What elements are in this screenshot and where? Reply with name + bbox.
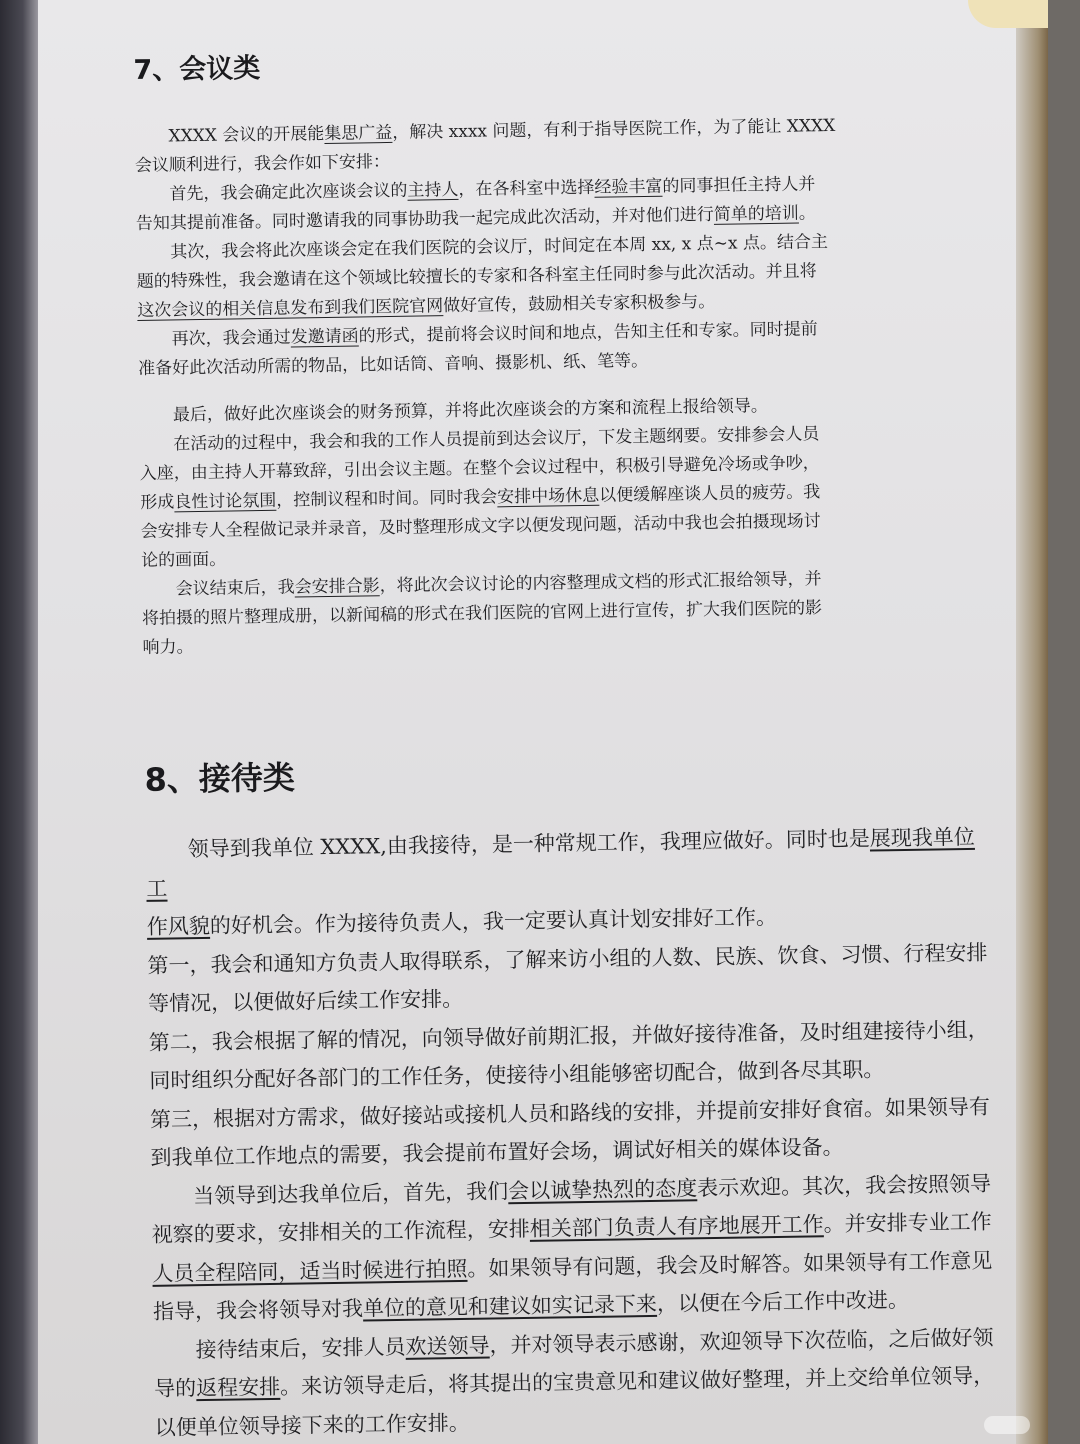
text-run: 做好宣传，鼓励相关专家积极参与。 bbox=[443, 291, 716, 317]
text-run: 的同事担任主持人并 bbox=[662, 174, 816, 197]
text-run: ，在各科室中选择 bbox=[458, 177, 595, 200]
text-run: 。 bbox=[798, 203, 816, 224]
text-run: 题的特殊性，我会邀请在这个领域比较擅长的专家和各科室主任同时参与此次活动。并且将 bbox=[136, 261, 817, 292]
text-run: 的好机会。作为接待负责人，我一定要认真计划安排好工作。 bbox=[209, 904, 778, 938]
text-run: ，并对领导表示感谢，欢迎领导下次莅临，之后做好领 bbox=[489, 1325, 994, 1358]
section-7-heading: 7、会议类 bbox=[133, 53, 261, 86]
text-run: 以便缓解座谈人员的疲劳。我 bbox=[599, 482, 821, 506]
text-run: 接待结束后，安排人员 bbox=[195, 1334, 406, 1362]
text-run: 会议结束后，我 bbox=[175, 577, 295, 600]
text-run: 。如果领导有问题，我会及时解答。如果领导有工作意见 bbox=[467, 1248, 993, 1281]
text-run: ，解决 xxxx 问题，有利于指导医院工作，为了能让 XXXX bbox=[392, 115, 836, 143]
underlined-phrase: 相关部门负责人有序地展开工作 bbox=[529, 1212, 824, 1241]
book-spine-shadow bbox=[0, 0, 38, 1444]
page-edge-shadow bbox=[1016, 0, 1048, 1444]
underlined-phrase: 展现我单位工 bbox=[146, 824, 975, 901]
text-run: 其次，我会将此次座谈会定在我们医院的会议厅，时间定在本周 xx, x 点~x 点。结合主 bbox=[170, 232, 829, 263]
text-run: 告知其提前准备。同时邀请我的同事协助我一起完成此次活动，并对他们进行 bbox=[135, 204, 714, 234]
text-run: 同时组织分配好各部门的工作任务，使接待小组能够密切配合，做到各尽其职。 bbox=[149, 1057, 885, 1093]
underlined-phrase: 安排中场休息 bbox=[497, 485, 600, 508]
underlined-phrase: 单位的意见和建议如实记录下来 bbox=[362, 1291, 658, 1321]
underlined-phrase: 这次会议的相关信息发布到我们医院官网 bbox=[137, 296, 444, 321]
section-8-body bbox=[145, 818, 995, 1444]
text-run: 准备好此次活动所需的物品，比如话筒、音响、摄影机、纸、笔等。 bbox=[138, 350, 649, 379]
text-run: 会议顺利进行，我会作如下安排： bbox=[134, 151, 391, 176]
text-run: 以便单位领导接下来的工作安排。 bbox=[154, 1410, 470, 1440]
cup-object bbox=[968, 0, 1048, 28]
underlined-phrase: 良性讨论氛围 bbox=[174, 490, 277, 513]
text-run: 最后，做好此次座谈会的财务预算，并将此次座谈会的方案和流程上报给领导。 bbox=[172, 396, 768, 426]
text-run: 当领导到达我单位后，首先，我们 bbox=[192, 1178, 509, 1208]
underlined-phrase: 作风貌 bbox=[146, 913, 211, 939]
text-run: 第一，我会和通知方负责人取得联系，了解来访小组的人数、民族、饮食、习惯、行程安排 bbox=[147, 940, 988, 978]
page-content bbox=[133, 27, 995, 1444]
text-run: 。来访领导走后，将其提出的宝贵意见和建议做好整理，并上交给单位领导， bbox=[279, 1363, 995, 1399]
text-run: ，控制议程和时间。同时我会 bbox=[276, 487, 498, 511]
section-8-heading: 8、接待类 bbox=[144, 758, 296, 799]
text-run: 响力。 bbox=[142, 637, 194, 658]
underlined-phrase: 主持人 bbox=[407, 179, 459, 201]
text-run: 到我单位工作地点的需要，我会提前布置好会场，调试好相关的媒体设备。 bbox=[150, 1134, 844, 1170]
underlined-phrase: 简单的培训 bbox=[713, 203, 799, 225]
text-run: ，将此次会议讨论的内容整理成文档的形式汇报给领导，并 bbox=[379, 569, 822, 597]
text-run: 。并安排专业工作 bbox=[823, 1209, 992, 1237]
underlined-phrase: 返程安排 bbox=[195, 1374, 281, 1401]
text-run: ，以便在今后工作中改进。 bbox=[656, 1287, 910, 1316]
text-run: 将拍摄的照片整理成册，以新闻稿的形式在我们医院的官网上进行宣传，扩大我们医院的影 bbox=[141, 598, 823, 629]
underlined-phrase: 发邀请函 bbox=[290, 326, 359, 348]
text-run: 第二，我会根据了解的情况，向领导做好前期汇报，并做好接待准备，及时组建接待小组， bbox=[148, 1017, 989, 1055]
text-line bbox=[145, 818, 986, 908]
section-7-body bbox=[134, 110, 982, 663]
text-run: 表示欢迎。其次，我会按照领导 bbox=[696, 1171, 992, 1200]
text-run: 领导到我单位 XXXX,由我接待，是一种常规工作，我理应做好。同时也是 bbox=[187, 826, 870, 862]
underlined-phrase: 会安排合影 bbox=[294, 576, 380, 598]
text-run: 第三，根据对方需求，做好接站或接机人员和路线的安排，并提前安排好食宿。如果领导有 bbox=[149, 1094, 991, 1132]
text-run: 视察的要求，安排相关的工作流程，安排 bbox=[151, 1216, 530, 1247]
underlined-phrase: 会以诚挚热烈的态度 bbox=[507, 1175, 698, 1203]
text-run: XXXX 会议的开展能 bbox=[168, 124, 325, 147]
text-run: 的形式，提前将会议时间和地点，告知主任和专家。同时提前 bbox=[358, 319, 818, 347]
underlined-phrase: 人员全程陪同，适当时候进行拍照 bbox=[152, 1256, 468, 1286]
text-run: 入座，由主持人开幕致辞，引出会议主题。在整个会议过程中，积极引导避免冷场或争吵， bbox=[139, 453, 820, 484]
text-run: 在活动的过程中，我会和我的工作人员提前到达会议厅，下发主题纲要。安排参会人员 bbox=[173, 424, 820, 455]
text-run: 会安排专人全程做记录并录音，及时整理形成文字以便发现问题，活动中我也会拍摄现场讨 bbox=[140, 511, 821, 542]
text-run: 形成 bbox=[140, 492, 175, 513]
text-run: 指导，我会将领导对我 bbox=[152, 1296, 364, 1324]
text-run: 论的画面。 bbox=[141, 549, 227, 571]
text-run: 首先，我会确定此次座谈会议的 bbox=[169, 180, 408, 205]
text-run: 导的 bbox=[154, 1376, 197, 1401]
text-run: 等情况，以便做好后续工作安排。 bbox=[147, 986, 464, 1016]
book-page bbox=[38, 0, 1048, 1444]
watermark-badge bbox=[984, 1416, 1030, 1434]
text-run: 再次，我会通过 bbox=[171, 327, 291, 350]
underlined-phrase: 经验丰富 bbox=[594, 176, 663, 198]
underlined-phrase: 集思广益 bbox=[324, 122, 393, 145]
underlined-phrase: 欢送领导 bbox=[405, 1333, 490, 1359]
